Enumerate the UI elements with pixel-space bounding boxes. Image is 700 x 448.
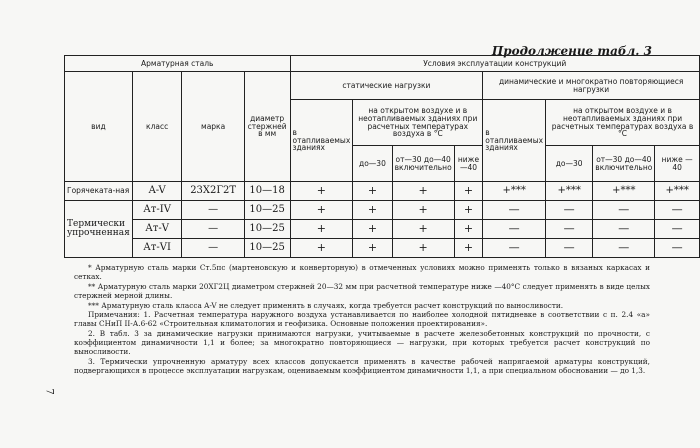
table-cell: — (546, 220, 593, 239)
table-cell: + (454, 220, 483, 239)
row-grade: — (182, 239, 244, 258)
steel-table (64, 55, 700, 258)
header-static-heated: в отапливаемых зданиях (290, 100, 353, 182)
table-cell: + (392, 239, 454, 258)
header-dynamic-t2: от—30 до—40 включительно (593, 146, 655, 182)
header-grade: марка (182, 72, 244, 182)
table-cell: + (392, 220, 454, 239)
table-cell: + (353, 182, 392, 201)
row-class: Ат-VI (132, 239, 182, 258)
row-grade: — (182, 201, 244, 220)
row-diameter: 10—25 (244, 201, 290, 220)
row-diameter: 10—25 (244, 239, 290, 258)
table-cell: — (655, 201, 700, 220)
header-static-loads: статические нагрузки (290, 72, 483, 100)
table-row (65, 201, 700, 220)
table-cell: + (353, 239, 392, 258)
header-dynamic-outdoor: на открытом воздухе и в неотапливаемых зданиях при расчетных температурах воздуха в °С (546, 100, 700, 146)
table-cell: +*** (655, 182, 700, 201)
table-cell: — (655, 220, 700, 239)
table-cell: +*** (546, 182, 593, 201)
footnote-1: * Арматурную сталь марки Ст.5пс (мартеновскую и конверторную) в отмеченных условиях можно применять только в вязаных каркасах и сетках. (74, 263, 650, 281)
header-diameter: диаметр стержней в мм (244, 72, 290, 182)
table-cell: — (593, 201, 655, 220)
table-cell: + (353, 201, 392, 220)
header-conditions-group: Условия эксплуатации конструкций (290, 56, 700, 72)
table-cell: — (483, 201, 546, 220)
row-class: Ат-V (132, 220, 182, 239)
table-cell: — (546, 201, 593, 220)
table-cell: +*** (483, 182, 546, 201)
header-dynamic-t1: до—30 (546, 146, 593, 182)
table-cell: + (454, 239, 483, 258)
table-cell: + (353, 220, 392, 239)
row-grade: 23Х2Г2Т (182, 182, 244, 201)
header-static-t3: ниже —40 (454, 146, 483, 182)
header-kind: вид (65, 72, 133, 182)
row-class: Ат-IV (132, 201, 182, 220)
header-dynamic-t3: ниже —40 (655, 146, 700, 182)
header-steel-group: Арматурная сталь (65, 56, 291, 72)
header-dynamic-heated: в отапливаемых зданиях (483, 100, 546, 182)
header-static-t1: до—30 (353, 146, 392, 182)
row-diameter: 10—18 (244, 182, 290, 201)
table-cell: + (392, 201, 454, 220)
footnotes (74, 264, 650, 377)
note-1: Примечания: 1. Расчетная температура наружного воздуха устанавливается по наиболее холодной пятидневке в соответствии с п. 2.4 «а» главы СНиП II-А.6-62 «Строительная климатология и геофизика. Основные положения проектирования». (74, 310, 650, 329)
table-cell: + (290, 220, 353, 239)
row-kind-thermo: Термически упрочненная (65, 201, 133, 258)
table-cell: +*** (593, 182, 655, 201)
table-cell: + (454, 182, 483, 201)
table-row (65, 239, 700, 258)
continuation-caption: Продолжение табл. 3 (491, 44, 652, 58)
header-static-outdoor: на открытом воздухе и в неотапливаемых зданиях при расчетных температурах воздуха в °С (353, 100, 483, 146)
header-class: класс (132, 72, 182, 182)
row-kind: Горячеката-ная (65, 182, 133, 201)
table-cell: + (392, 182, 454, 201)
table-row (65, 220, 700, 239)
page-number: 7 (43, 388, 55, 395)
row-class: A-V (132, 182, 182, 201)
row-diameter: 10—25 (244, 220, 290, 239)
note-3: 3. Термически упрочненную арматуру всех классов допускается применять в качестве рабочей напрягаемой арматуры конструкций, подвергающихся в процессе эксплуатации нагрузкам, оцениваемым коэффициентом динамичности 1,1, а при специальном обосновании — до 1,3. (74, 356, 650, 375)
table-cell: — (546, 239, 593, 258)
table-cell: — (655, 239, 700, 258)
footnote-3: *** Арматурную сталь класса A-V не следует применять в случаях, когда требуется расчет конструкций по выносливости. (88, 300, 564, 310)
header-static-t2: от—30 до—40 включительно (392, 146, 454, 182)
header-dynamic-loads: динамические и многократно повторяющиеся нагрузки (483, 72, 700, 100)
table-cell: — (593, 220, 655, 239)
table-row (65, 182, 700, 201)
table-cell: + (454, 201, 483, 220)
table-cell: + (290, 239, 353, 258)
row-grade: — (182, 220, 244, 239)
table-cell: — (593, 239, 655, 258)
table-cell: — (483, 220, 546, 239)
table-cell: + (290, 182, 353, 201)
table-cell: + (290, 201, 353, 220)
note-2: 2. В табл. 3 за динамические нагрузки принимаются нагрузки, учитываемые в расчете железобетонных конструкций по прочности, с коэффициентом динамичности 1,1 и более; за многократно повторяющиеся — нагрузки, при которых требуется расчет конструкций по выносливости. (74, 329, 650, 357)
table-cell: — (483, 239, 546, 258)
footnote-2: ** Арматурную сталь марки 20ХГ2Ц диаметром стержней 20—32 мм при расчетной температуре ниже —40°С следует применять в виде целых стержней мерной длины. (74, 281, 650, 300)
